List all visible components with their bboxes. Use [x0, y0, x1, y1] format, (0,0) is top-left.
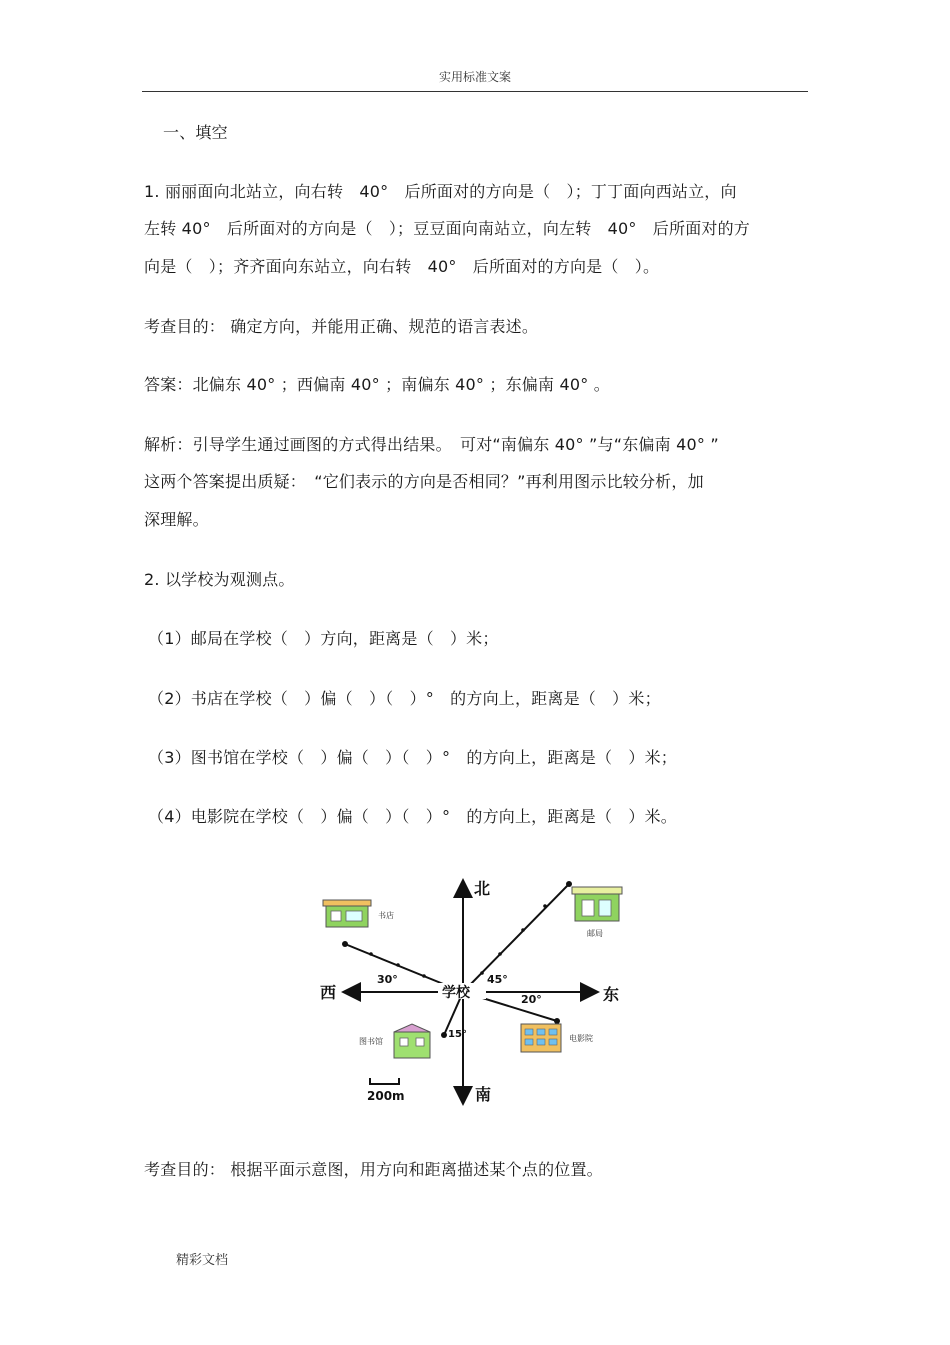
- q1-analysis-1: 解析：引导学生通过画图的方式得出结果。 可对“南偏东 40° ”与“东偏南 40° ”: [144, 435, 719, 454]
- tick-dot: [480, 971, 484, 975]
- q2-purpose: 考查目的： 根据平面示意图，用方向和距离描述某个点的位置。: [144, 1160, 603, 1179]
- q1-answer: 答案：北偏东 40° ；西偏南 40° ；南偏东 40° ；东偏南 40° 。: [144, 375, 610, 394]
- north-label: 北: [474, 879, 491, 898]
- tick-dot: [396, 963, 400, 967]
- page-header: 实用标准文案: [438, 70, 511, 84]
- direction-map-diagram: [310, 868, 640, 1113]
- q1-line-3: 向是（ ）；齐齐面向东站立，向右转 40° 后所面对的方向是（ ）。: [144, 257, 660, 276]
- q1-purpose: 考查目的： 确定方向，并能用正确、规范的语言表述。: [144, 317, 539, 336]
- q1-line-2: 左转 40° 后所面对的方向是（ ）；豆豆面向南站立，向左转 40° 后所面对的方: [144, 219, 751, 238]
- tick-dot: [498, 952, 502, 956]
- scale-bar: [370, 1078, 399, 1084]
- q2-item-1: （1）邮局在学校（ ）方向，距离是（ ）米；: [148, 629, 499, 648]
- tick-dot: [543, 904, 547, 908]
- cinema-icon: [521, 1024, 561, 1052]
- q1-analysis-2: 这两个答案提出质疑： “它们表示的方向是否相同？”再利用图示比较分析，加: [144, 472, 704, 491]
- tick-dot: [422, 974, 426, 978]
- q2-title: 2. 以学校为观测点。: [144, 570, 295, 589]
- scale-label: 200m: [367, 1089, 405, 1103]
- bookstore-label: 书店: [378, 911, 394, 920]
- tick-dot: [521, 928, 525, 932]
- east-label: 东: [603, 985, 620, 1004]
- library-icon: [394, 1024, 430, 1058]
- section-title: 一、填空: [163, 123, 228, 142]
- post-office-ray: [463, 884, 569, 992]
- q1-analysis-3: 深理解。: [144, 510, 209, 529]
- bookstore-point: [342, 941, 348, 947]
- q1-line-1: 1. 丽丽面向北站立，向右转 40° 后所面对的方向是（ ）；丁丁面向西站立，向: [144, 182, 737, 201]
- header-rule: [142, 91, 808, 92]
- angle-cinema: 20°: [521, 993, 542, 1006]
- page-footer: 精彩文档: [176, 1253, 229, 1268]
- library-label: 图书馆: [359, 1037, 383, 1046]
- cinema-point: [554, 1018, 560, 1024]
- school-label: 学校: [442, 985, 470, 1001]
- post-office-label: 邮局: [587, 929, 603, 938]
- post-office-point: [566, 881, 572, 887]
- angle-library: 15°: [448, 1029, 467, 1040]
- tick-dot: [369, 952, 373, 956]
- angle-post: 45°: [487, 973, 508, 986]
- west-label: 西: [320, 983, 337, 1002]
- q2-item-2: （2）书店在学校（ ）偏（ ）（ ）° 的方向上，距离是（ ）米；: [148, 689, 661, 708]
- bookstore-icon: [323, 900, 371, 927]
- angle-bookstore: 30°: [377, 973, 398, 986]
- q2-item-3: （3）图书馆在学校（ ）偏（ ）（ ）° 的方向上，距离是（ ）米；: [148, 748, 677, 767]
- south-label: 南: [475, 1085, 492, 1104]
- post-office-icon: [572, 887, 622, 921]
- cinema-label: 电影院: [569, 1034, 593, 1043]
- q2-item-4: （4）电影院在学校（ ）偏（ ）（ ）° 的方向上，距离是（ ）米。: [148, 807, 677, 826]
- library-point: [441, 1032, 447, 1038]
